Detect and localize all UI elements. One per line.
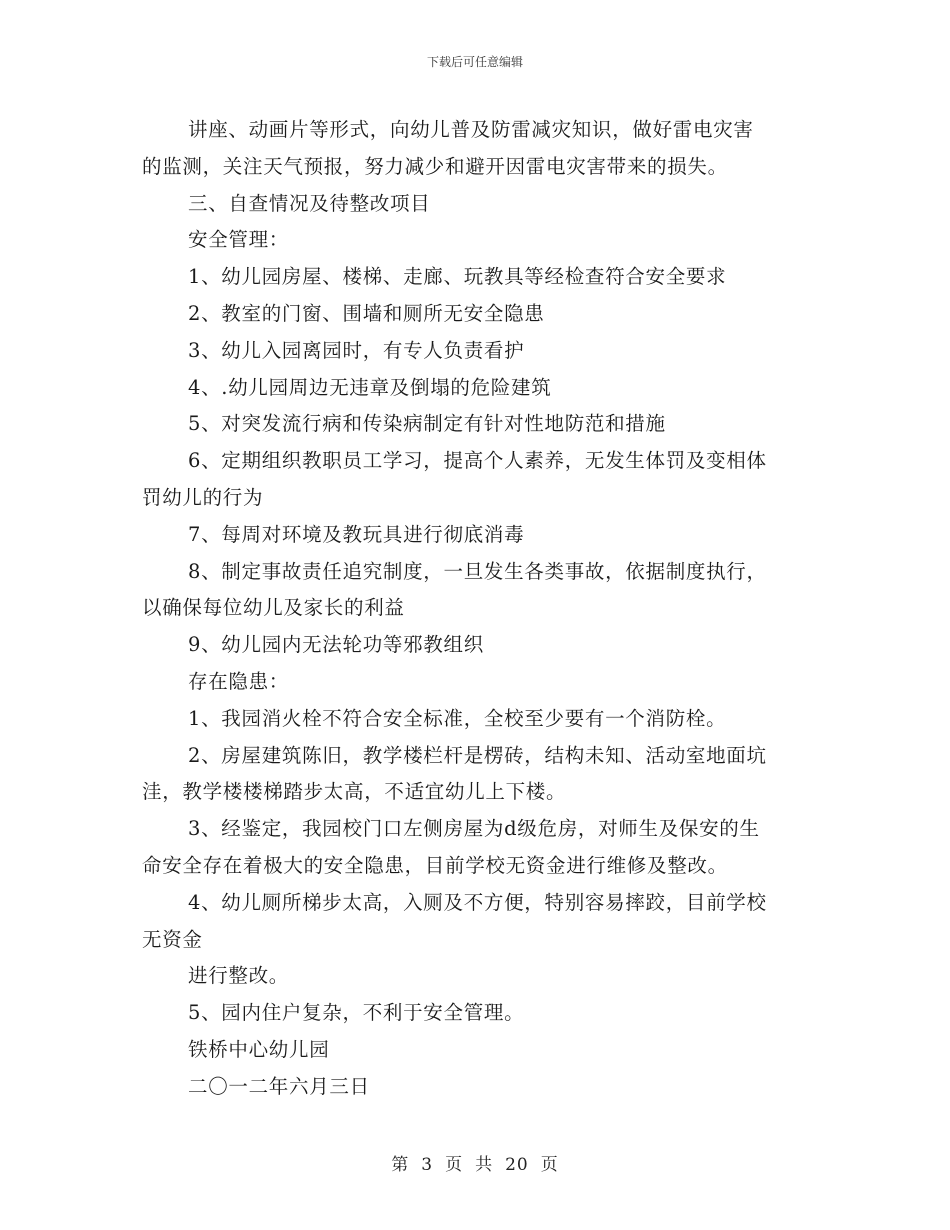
list-item: 2、教室的门窗、围墙和厕所无安全隐患	[188, 301, 545, 325]
body-line: 的监测，关注天气预报，努力减少和避开因雷电灾害带来的损失。	[142, 154, 728, 178]
signature-date: 二〇一二年六月三日	[188, 1074, 370, 1098]
list-item-continuation: 罚幼儿的行为	[142, 485, 264, 509]
footer-suffix: 页	[540, 1155, 559, 1175]
footer-page-word: 页	[445, 1155, 464, 1175]
list-item: 8、制定事故责任追究制度，一旦发生各类事故，依据制度执行，	[188, 559, 767, 583]
page-header-note: 下载后可任意编辑	[426, 55, 523, 69]
footer-total-word: 共	[475, 1155, 494, 1175]
total-page-count: 20	[505, 1155, 529, 1175]
page-footer	[0, 1154, 950, 1176]
list-item: 9、幼儿园内无法轮功等邪教组织	[188, 633, 484, 657]
list-item: 7、每周对环境及教玩具进行彻底消毒	[188, 522, 525, 546]
list-item: 5、对突发流行病和传染病制定有针对性地防范和措施	[188, 412, 666, 436]
list-item-continuation: 命安全存在着极大的安全隐患，目前学校无资金进行维修及整改。	[142, 853, 728, 877]
list-item: 4、幼儿厕所梯步太高，入厕及不方便，特别容易摔跤，目前学校	[188, 890, 767, 914]
footer-prefix: 第	[391, 1155, 410, 1175]
list-item: 6、定期组织教职员工学习，提高个人素养，无发生体罚及变相体	[188, 449, 767, 473]
list-item: 3、幼儿入园离园时，有专人负责看护	[188, 338, 525, 362]
subsection-heading: 安全管理：	[188, 228, 290, 252]
list-item-continuation: 洼，教学楼楼梯踏步太高，不适宜幼儿上下楼。	[142, 780, 567, 804]
list-item: 5、园内住户复杂，不利于安全管理。	[188, 1001, 525, 1025]
list-item-continuation: 以确保每位幼儿及家长的利益	[142, 596, 405, 620]
body-line: 讲座、动画片等形式，向幼儿普及防雷减灾知识，做好雷电灾害	[188, 118, 754, 141]
list-item-continuation: 无资金	[142, 927, 203, 951]
list-item: 2、房屋建筑陈旧，教学楼栏杆是楞砖，结构未知、活动室地面坑	[188, 743, 767, 767]
list-item: 1、我园消火栓不符合安全标准，全校至少要有一个消防栓。	[188, 706, 727, 730]
current-page-number: 3	[421, 1155, 434, 1175]
subsection-heading: 存在隐患：	[188, 669, 290, 693]
section-heading: 三、自查情况及待整改项目	[188, 191, 431, 215]
list-item: 1、幼儿园房屋、楼梯、走廊、玩教具等经检查符合安全要求	[188, 265, 727, 289]
list-item: 4、.幼儿园周边无违章及倒塌的危险建筑	[188, 375, 552, 399]
list-item: 3、经鉴定，我园校门口左侧房屋为d级危房，对师生及保安的生	[188, 817, 760, 841]
signature-organization: 铁桥中心幼儿园	[188, 1037, 330, 1061]
document-body	[142, 112, 810, 1106]
list-item-continuation: 进行整改。	[188, 964, 290, 988]
